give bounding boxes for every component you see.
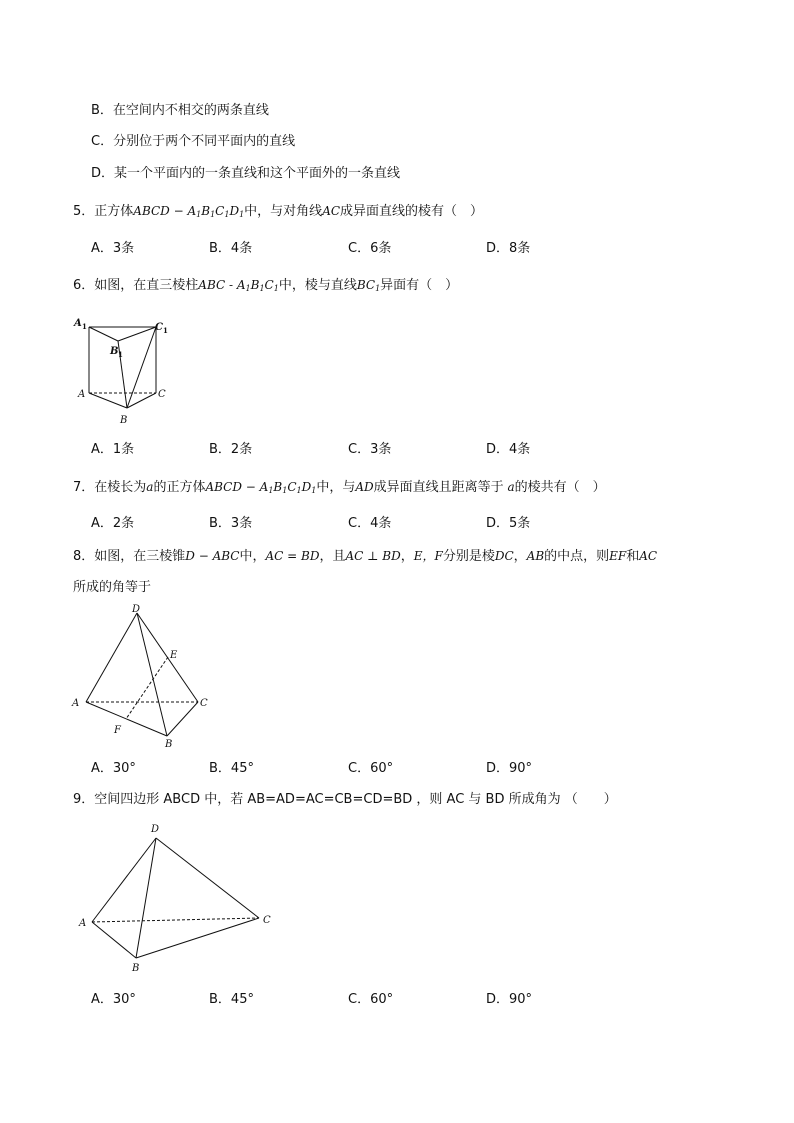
label-b: B — [165, 739, 173, 750]
q6-option-b: B．2条 — [209, 442, 253, 457]
q5-option-a: A．3条 — [91, 241, 135, 256]
q8-pyramid-figure — [68, 604, 218, 754]
q6-option-d: D．4条 — [486, 442, 531, 457]
svg-text:1: 1 — [82, 322, 87, 331]
q8-option-d: D．90° — [486, 761, 533, 776]
q9-tetrahedron-figure — [76, 818, 276, 978]
svg-text:1: 1 — [163, 326, 168, 335]
label-c: C — [200, 698, 208, 709]
q9-option-b: B．45° — [209, 992, 254, 1007]
q6-stem: 6．如图，在直三棱柱ABC - $A_1B_1C_1$中，棱与直线$BC_1$异面有（ ） — [73, 278, 459, 293]
label-c: C — [158, 389, 166, 400]
svg-text:1: 1 — [118, 350, 123, 359]
label-e: E — [170, 650, 178, 661]
label-b: B — [132, 963, 140, 974]
q7-option-a: A．2条 — [91, 516, 135, 531]
label-b1: B — [110, 346, 119, 357]
q7-option-c: C．4条 — [348, 516, 392, 531]
q9-stem: 9．空间四边形 ABCD 中，若 AB=AD=AC=CB=CD=BD ，则 AC 与 BD 所成角为 （ ） — [73, 792, 617, 807]
label-f: F — [114, 725, 121, 736]
q7-solid: ABCD − $A_1B_1C_1D_1$ — [205, 480, 317, 495]
q5-option-b: B．4条 — [209, 241, 253, 256]
label-b: B — [120, 415, 128, 426]
label-c1: C — [155, 322, 163, 333]
label-a: A — [78, 389, 86, 400]
q6-option-c: C．3条 — [348, 442, 392, 457]
label-a: A — [79, 918, 87, 929]
q9-option-a: A．30° — [91, 992, 136, 1007]
label-c: C — [263, 915, 271, 926]
q6-solid: ABC - $A_1B_1C_1$ — [198, 278, 279, 293]
q4-option-d: D．某一个平面内的一条直线和这个平面外的一条直线 — [91, 166, 401, 181]
q8-option-a: A．30° — [91, 761, 136, 776]
q8-option-c: C．60° — [348, 761, 394, 776]
q5-solid: ABCD − $A_1B_1C_1D_1$ — [133, 204, 245, 219]
q6-prism-figure — [70, 312, 180, 424]
q5-stem: 5．正方体ABCD − $A_1B_1C_1D_1$中，与对角线AC成异面直线的棱有（ ） — [73, 204, 484, 219]
q8-stem: 8．如图，在三棱锥D − ABC中，AC = BD，且AC ⊥ BD，E，F分别是棱DC，AB的中点，则EF和AC — [73, 549, 658, 564]
q7-stem: 7．在棱长为a的正方体ABCD − $A_1B_1C_1D_1$中，与AD成异面直线且距离等于 a的棱共有（ ） — [73, 480, 606, 495]
label-a1: A — [74, 318, 82, 329]
q9-option-c: C．60° — [348, 992, 394, 1007]
q5-option-c: C．6条 — [348, 241, 392, 256]
q6-option-a: A．1条 — [91, 442, 135, 457]
label-d: D — [132, 604, 141, 615]
label-d: D — [151, 824, 160, 835]
label-a: A — [72, 698, 80, 709]
q4-option-c: C．分别位于两个不同平面内的直线 — [91, 134, 296, 149]
q8-option-b: B．45° — [209, 761, 254, 776]
q7-option-d: D．5条 — [486, 516, 531, 531]
q8-stem-line2: 所成的角等于 — [73, 580, 152, 595]
q5-option-d: D．8条 — [486, 241, 531, 256]
q9-option-d: D．90° — [486, 992, 533, 1007]
q7-option-b: B．3条 — [209, 516, 253, 531]
q4-option-b: B．在空间内不相交的两条直线 — [91, 103, 269, 118]
q6-line: $BC_1$ — [356, 278, 381, 293]
